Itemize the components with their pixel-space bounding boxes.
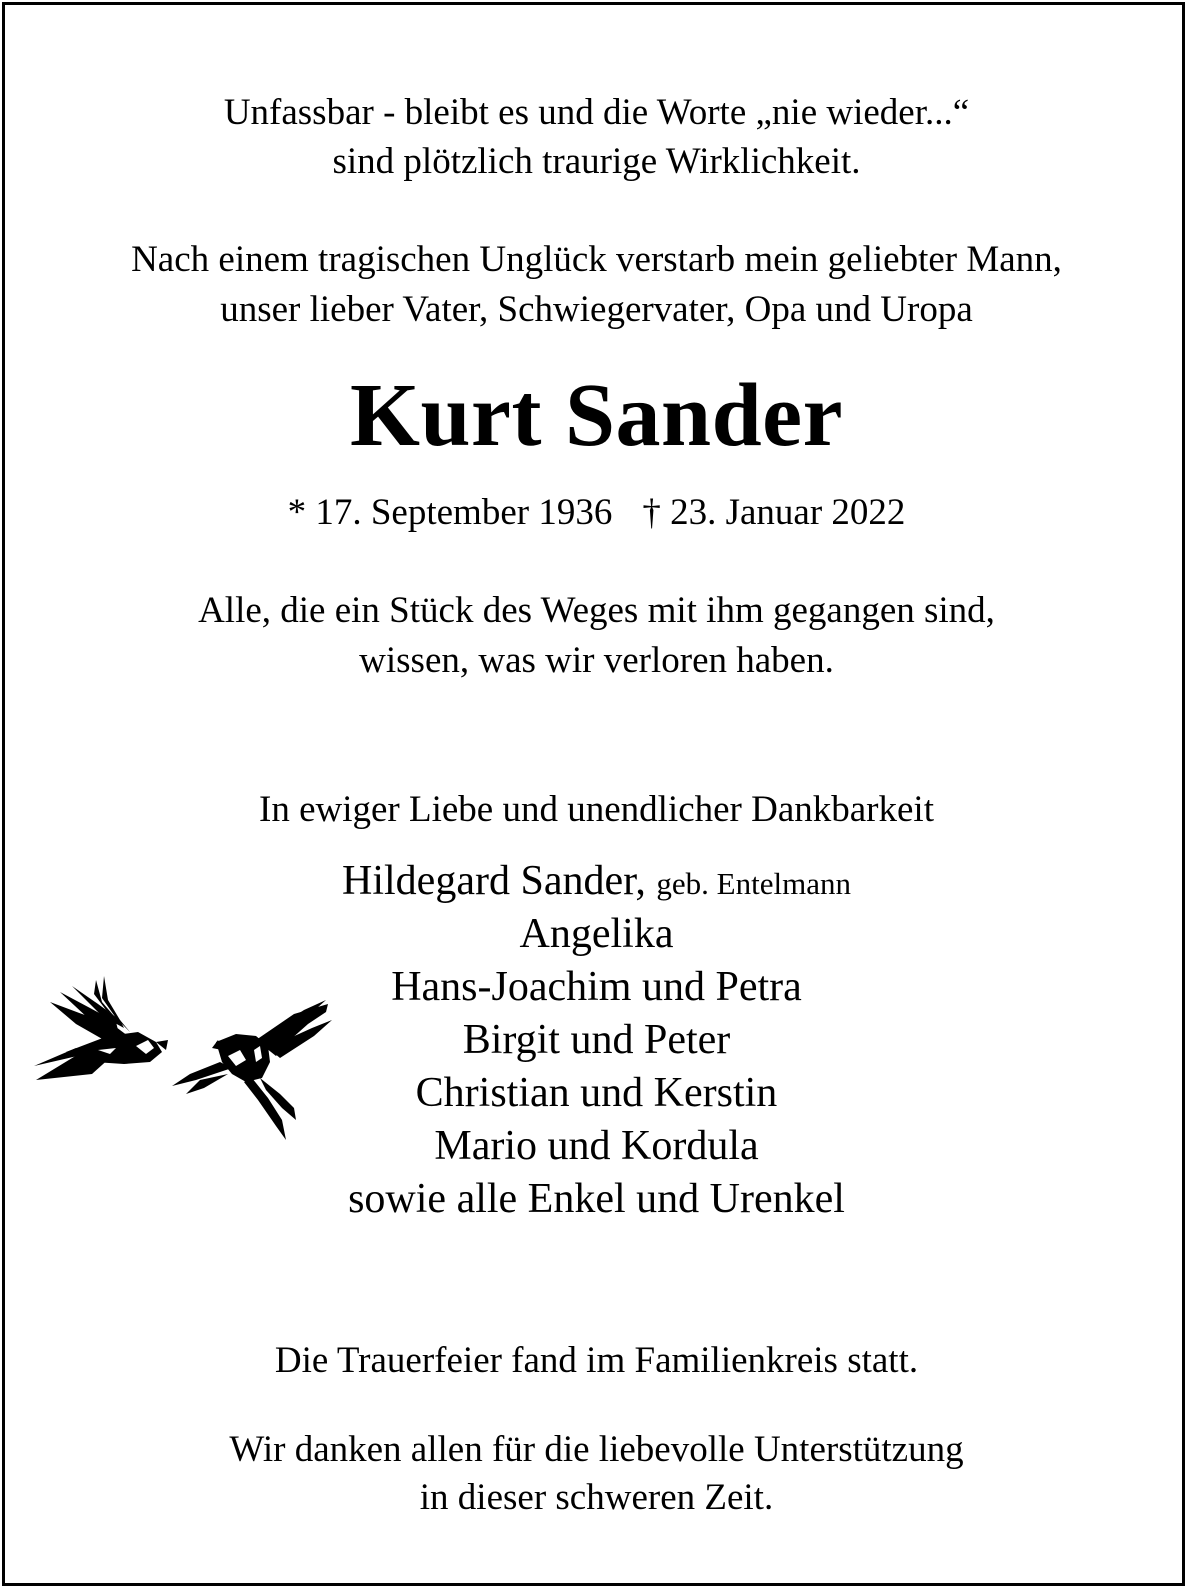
funeral-note: Die Trauerfeier fand im Familienkreis statt. bbox=[274, 1340, 919, 1381]
announcement-line-1: Nach einem tragischen Unglück verstarb mein geliebter Mann, bbox=[131, 239, 1062, 280]
obituary-frame bbox=[2, 2, 1185, 1586]
mourner-name: Angelika bbox=[519, 911, 674, 957]
mourners-intro: In ewiger Liebe und unendlicher Dankbarkeit bbox=[259, 789, 934, 830]
spouse-line bbox=[5, 860, 1188, 902]
quote-line-2: wissen, was wir verloren haben. bbox=[359, 640, 834, 681]
deceased-name: Kurt Sander bbox=[349, 366, 844, 465]
quote-line-1: Alle, die ein Stück des Weges mit ihm gegangen sind, bbox=[198, 590, 995, 631]
mourner-name: Birgit und Peter bbox=[462, 1017, 731, 1063]
thanks-line-1: Wir danken allen für die liebevolle Unterstützung bbox=[229, 1429, 964, 1470]
birth-date: * 17. September 1936 bbox=[287, 492, 613, 533]
two-swallows-icon bbox=[32, 970, 342, 1145]
announcement-line-2: unser lieber Vater, Schwiegervater, Opa und Uropa bbox=[220, 289, 973, 330]
death-date: † 23. Januar 2022 bbox=[642, 492, 906, 533]
spouse-name: Hildegard Sander, bbox=[342, 858, 646, 904]
thanks-line-2: in dieser schweren Zeit. bbox=[419, 1477, 774, 1518]
mourner-name: sowie alle Enkel und Urenkel bbox=[348, 1176, 845, 1222]
mourner-name: Mario und Kordula bbox=[434, 1123, 759, 1169]
intro-line-2: sind plötzlich traurige Wirklichkeit. bbox=[332, 141, 861, 182]
spouse-maiden-name: geb. Entelmann bbox=[656, 866, 851, 901]
intro-line-1: Unfassbar - bleibt es und die Worte „nie wieder...“ bbox=[223, 92, 970, 133]
life-dates bbox=[5, 494, 1188, 531]
mourner-name: Hans-Joachim und Petra bbox=[391, 964, 802, 1010]
mourner-name: Christian und Kerstin bbox=[415, 1070, 778, 1116]
